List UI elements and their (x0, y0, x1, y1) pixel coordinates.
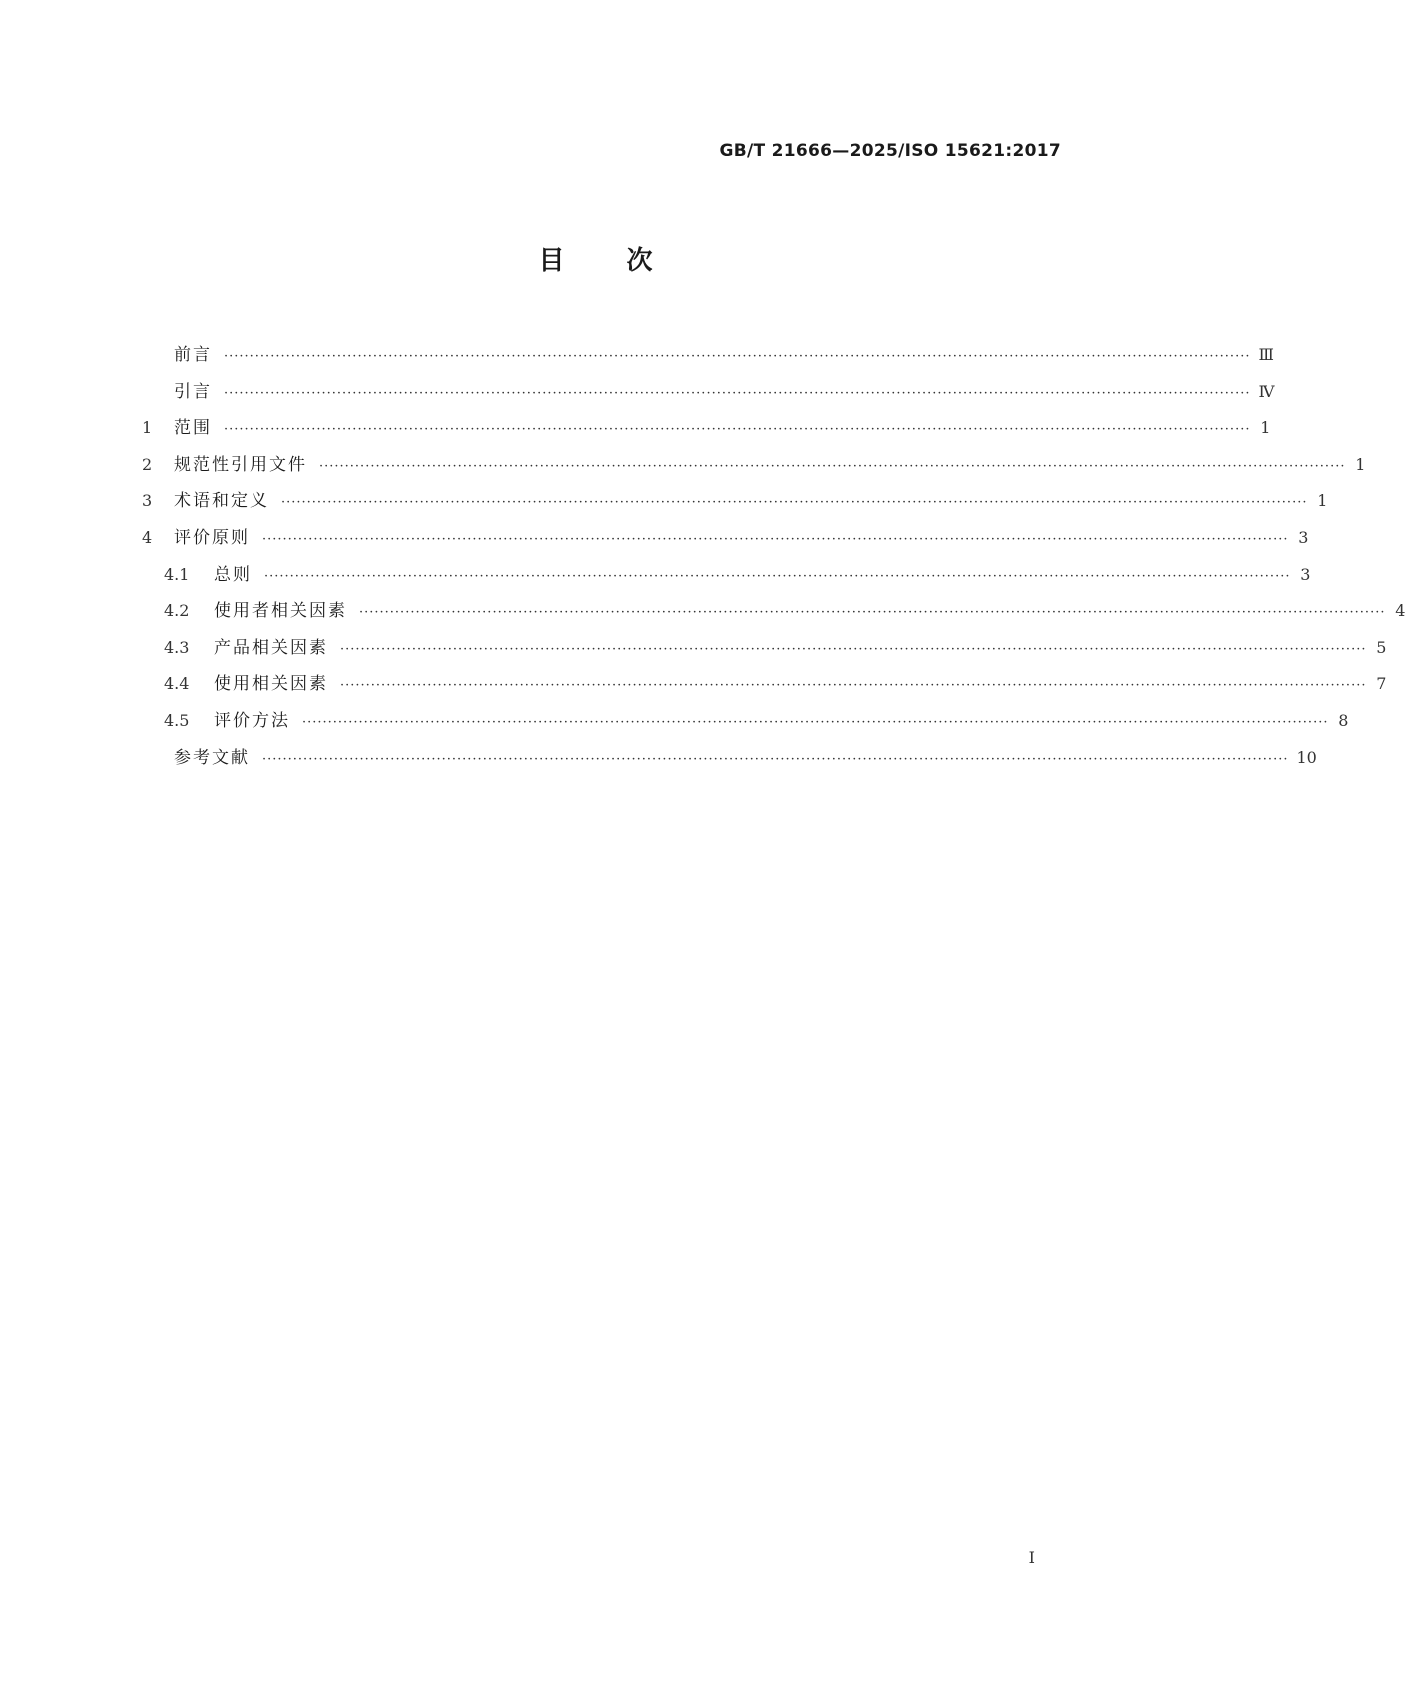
toc-entry-user-factors[interactable] (142, 593, 1405, 630)
toc-entry-page: 4 (1395, 601, 1405, 621)
toc-entry-label: 前言 (174, 345, 212, 365)
toc-entry-page: 5 (1376, 637, 1387, 657)
toc-entry-evaluation-methods[interactable] (142, 703, 1349, 740)
toc-entry-label: 总则 (214, 564, 252, 585)
toc-entry-label: 评价方法 (214, 710, 290, 731)
toc-leader-dots: ········································································································································································································ (264, 568, 1291, 584)
toc-entry-page: 1 (1260, 418, 1271, 438)
toc-entry-introduction[interactable] (142, 374, 1275, 411)
toc-leader-dots: ········································································································································································································ (340, 678, 1367, 694)
toc-entry-page: Ⅳ (1258, 381, 1275, 401)
toc-entry-use-factors[interactable] (142, 666, 1387, 703)
toc-entry-page: Ⅲ (1258, 345, 1274, 364)
toc-leader-dots: ········································································································································································································ (302, 714, 1329, 730)
toc-entry-scope[interactable] (142, 410, 1271, 447)
toc-leader-dots: ········································································································································································································ (262, 531, 1289, 547)
toc-leader-dots: ········································································································································································································ (319, 458, 1346, 474)
toc-entry-page: 1 (1317, 491, 1328, 511)
toc-title: 目次 (538, 246, 715, 276)
toc-entry-number: 4 (142, 527, 153, 547)
toc-entry-page: 1 (1355, 454, 1366, 474)
toc-entry-label: 引言 (174, 381, 212, 402)
toc-entry-bibliography[interactable] (142, 740, 1317, 777)
toc-entry-page: 3 (1300, 564, 1311, 584)
toc-entry-foreword[interactable] (142, 337, 1274, 374)
toc-entry-number: 4.2 (164, 601, 190, 621)
toc-leader-dots: ········································································································································································································ (262, 751, 1289, 767)
toc-entry-page: 8 (1338, 710, 1349, 730)
toc-entry-page: 10 (1296, 747, 1317, 767)
toc-entry-number: 1 (142, 418, 153, 438)
toc-entry-number: 2 (142, 454, 153, 474)
toc-leader-dots: ········································································································································································································ (224, 349, 1251, 364)
standard-code: GB/T 21666—2025/ISO 15621:2017 (719, 141, 1061, 161)
toc-entry-label: 规范性引用文件 (174, 454, 307, 475)
toc-entry-number: 4.5 (164, 710, 190, 730)
footer-page-number: Ⅰ (1028, 1548, 1035, 1567)
toc-entry-number: 4.3 (164, 637, 190, 657)
toc-entry-number: 4.1 (164, 564, 190, 584)
toc-entry-label: 使用相关因素 (214, 674, 328, 695)
toc-entry-label: 范围 (174, 418, 212, 439)
toc-entry-terms-definitions[interactable] (142, 483, 1328, 520)
toc-entry-product-factors[interactable] (142, 630, 1387, 667)
toc-entry-label: 使用者相关因素 (214, 601, 347, 622)
toc-entry-label: 参考文献 (174, 747, 250, 768)
toc-entry-number: 4.4 (164, 674, 190, 694)
toc-leader-dots: ········································································································································································································ (340, 641, 1367, 657)
toc-entry-label: 评价原则 (174, 527, 250, 548)
toc-entry-page: 7 (1376, 674, 1387, 694)
toc-entry-evaluation-principles[interactable] (142, 520, 1309, 557)
toc-entry-general[interactable] (142, 557, 1311, 594)
toc-entry-normative-references[interactable] (142, 447, 1366, 484)
toc-leader-dots: ········································································································································································································ (224, 385, 1251, 401)
toc-leader-dots: ········································································································································································································ (281, 495, 1308, 511)
toc-entry-number: 3 (142, 491, 153, 511)
toc-entry-label: 产品相关因素 (214, 637, 328, 658)
toc-leader-dots: ········································································································································································································ (224, 422, 1251, 438)
toc-list (142, 337, 1405, 776)
toc-entry-label: 术语和定义 (174, 491, 269, 512)
toc-leader-dots: ········································································································································································································ (359, 605, 1386, 621)
toc-entry-page: 3 (1298, 527, 1309, 547)
